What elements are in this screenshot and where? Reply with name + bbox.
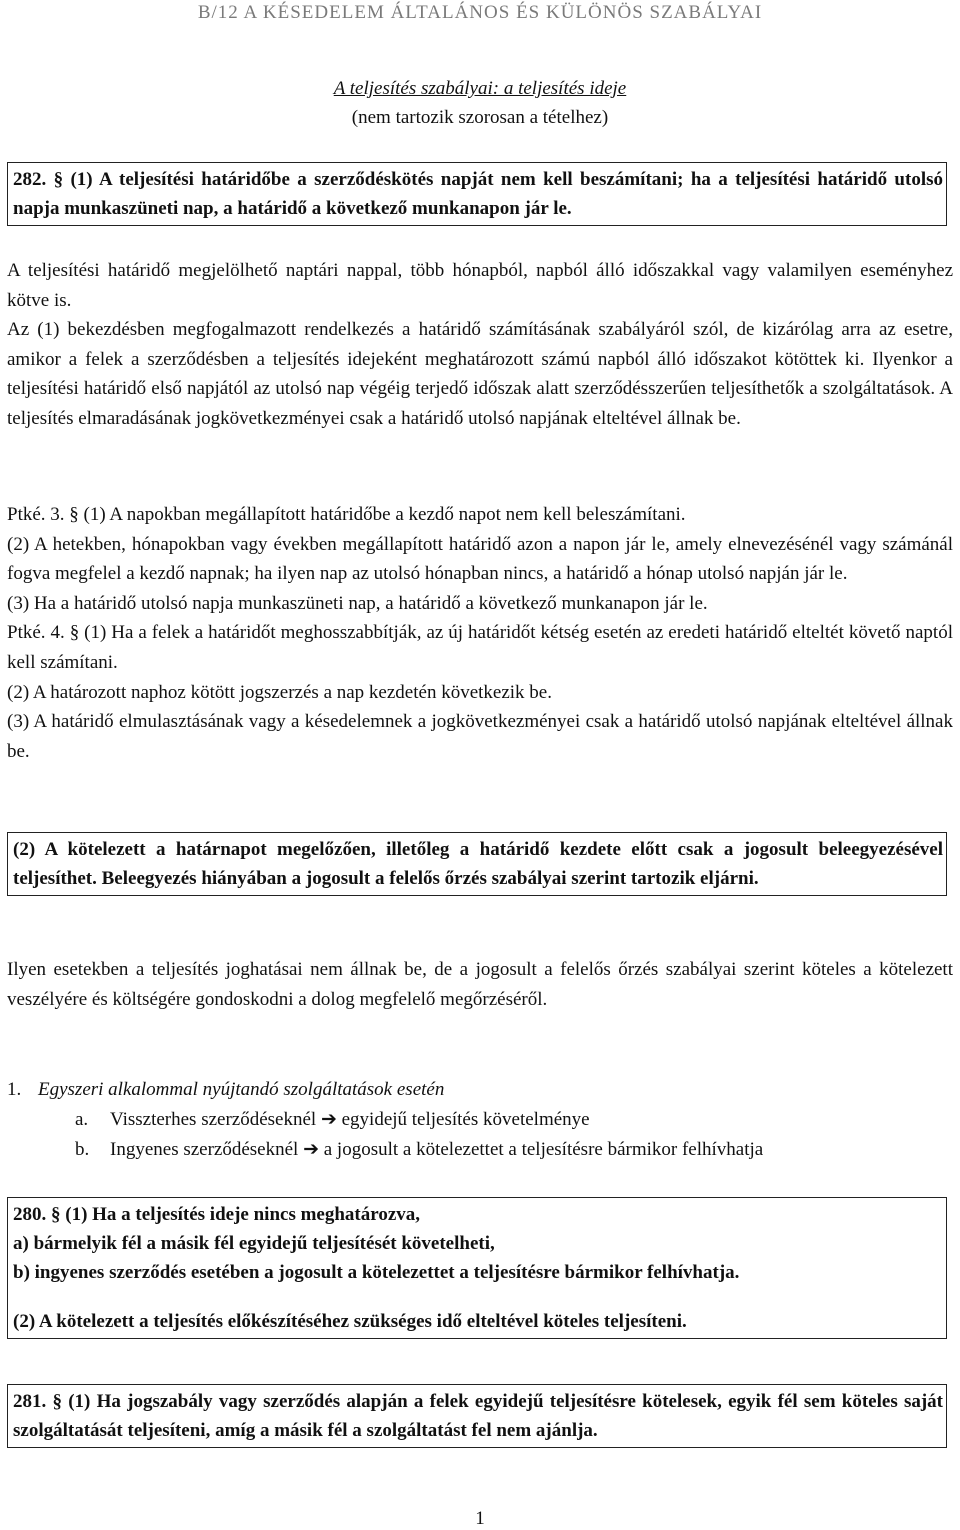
- ptke-3-2: (2) A hetekben, hónapokban vagy években megállapított határidő azon a napon jár le, amely elnevezésénél vagy számánál fogva megfelel a kezdő napnak; ha ilyen nap az utolsó hónapban nincs, a határidő a hónap utolsó napján jár le.: [7, 533, 953, 585]
- list-letter: b.: [75, 1139, 90, 1160]
- list-title: Egyszeri alkalommal nyújtandó szolgáltatások esetén: [38, 1079, 445, 1100]
- statute-282-text: 282. § (1) A teljesítési határidőbe a szerződéskötés napját nem kell beszámítani; ha a teljesítési határidő utolsó napja munkaszüneti nap, a határidő a következő munkanapon jár le.: [13, 169, 943, 219]
- running-header: B/12 A KÉSEDELEM ÁLTALÁNOS ÉS KÜLÖNÖS SZABÁLYAI: [197, 2, 763, 23]
- page-number: 1: [475, 1508, 485, 1529]
- statute-box-280: [7, 1197, 947, 1339]
- section-title: [0, 74, 960, 132]
- ptke-4-1: Ptké. 4. § (1) Ha a felek a határidőt meghosszabbítják, az új határidőt kétség esetén az eredeti határidő elteltét követő naptól kell számítani.: [7, 622, 953, 673]
- list-subitem: [7, 1105, 947, 1135]
- statute-280-1: 280. § (1) Ha a teljesítés ideje nincs meghatározva,: [13, 1204, 421, 1225]
- list-number: 1.: [7, 1079, 22, 1100]
- section-title-main: A teljesítés szabályai: a teljesítés ideje: [333, 78, 627, 99]
- list-subitem-text: Visszterhes szerződéseknél ➔ egyidejű teljesítés követelménye: [110, 1109, 590, 1130]
- list-letter: a.: [75, 1109, 89, 1130]
- ptke-3-3: (3) Ha a határidő utolsó napja munkaszüneti nap, a határidő a következő munkanapon jár le.: [7, 592, 708, 614]
- statute-box-282-2: [7, 832, 947, 896]
- section-title-note: (nem tartozik szorosan a tételhez): [351, 107, 609, 128]
- statute-280-2: (2) A kötelezett a teljesítés előkészítéséhez szükséges idő elteltével köteles teljesíteni.: [13, 1311, 687, 1332]
- ptke-4-2: (2) A határozott naphoz kötött jogszerzés a nap kezdetén következik be.: [7, 681, 552, 703]
- commentary-282-2: [7, 955, 953, 1014]
- statute-280-1b: b) ingyenes szerződés esetében a jogosult a kötelezettet a teljesítésre bármikor felhívhatja.: [13, 1262, 740, 1283]
- ptke-4-3: (3) A határidő elmulasztásának vagy a késedelemnek a jogkövetkezményei csak a határidő utolsó napjának elteltével állnak be.: [7, 711, 953, 762]
- commentary-282-2-text: Ilyen esetekben a teljesítés joghatásai nem állnak be, de a jogosult a felelős őrzés szabályai szerint köteles a kötelezett veszélyére és költségére gondoskodni a dolog megfelelő megőrzéséről.: [7, 959, 953, 1010]
- statute-box-282: [7, 162, 947, 226]
- statute-280-1a: a) bármelyik fél a másik fél egyidejű teljesítését követelheti,: [13, 1233, 495, 1254]
- ptke-3-1: Ptké. 3. § (1) A napokban megállapított határidőbe a kezdő napot nem kell beleszámítani.: [7, 504, 686, 525]
- statute-box-281: [7, 1384, 947, 1448]
- list-item: [7, 1075, 947, 1105]
- commentary-282-p2: Az (1) bekezdésben megfogalmazott rendelkezés a határidő számításának szabályáról szól, de kizárólag arra az esetre, amikor a felek a szerződésben a teljesítés idejeként meghatározott számú napból álló időszakot kötöttek ki. Ilyenkor a teljesítési határidő első napjától az utolsó nap végéig terjedő időszak alatt szerződésszerűen teljesíthetők a szolgáltatások. A teljesítés elmaradásának jogkövetkezményei csak a határidő utolsó napjának elteltével állnak be.: [7, 319, 953, 429]
- statute-281-text: 281. § (1) Ha jogszabály vagy szerződés alapján a felek egyidejű teljesítésre kötelesek, egyik fél sem köteles saját szolgáltatását teljesíteni, amíg a másik fél a szolgáltatást fel nem ajánlja.: [13, 1391, 943, 1441]
- list-subitem: [7, 1135, 947, 1165]
- service-cases-list: [7, 1075, 947, 1165]
- statute-282-2-text: (2) A kötelezett a határnapot megelőzően, illetőleg a határidő kezdete előtt csak a jogosult beleegyezésével teljesíthet. Beleegyezés hiányában a jogosult a felelős őrzés szabályai szerint tartozik eljárni.: [13, 839, 943, 889]
- commentary-282: [7, 256, 953, 434]
- commentary-282-p1: A teljesítési határidő megjelölhető naptári nappal, több hónapból, napból álló időszakkal vagy valamilyen eseményhez kötve is.: [7, 260, 953, 311]
- list-subitem-text: Ingyenes szerződéseknél ➔ a jogosult a kötelezettet a teljesítésre bármikor felhívhatja: [110, 1139, 764, 1160]
- ptke-provisions: [7, 500, 953, 766]
